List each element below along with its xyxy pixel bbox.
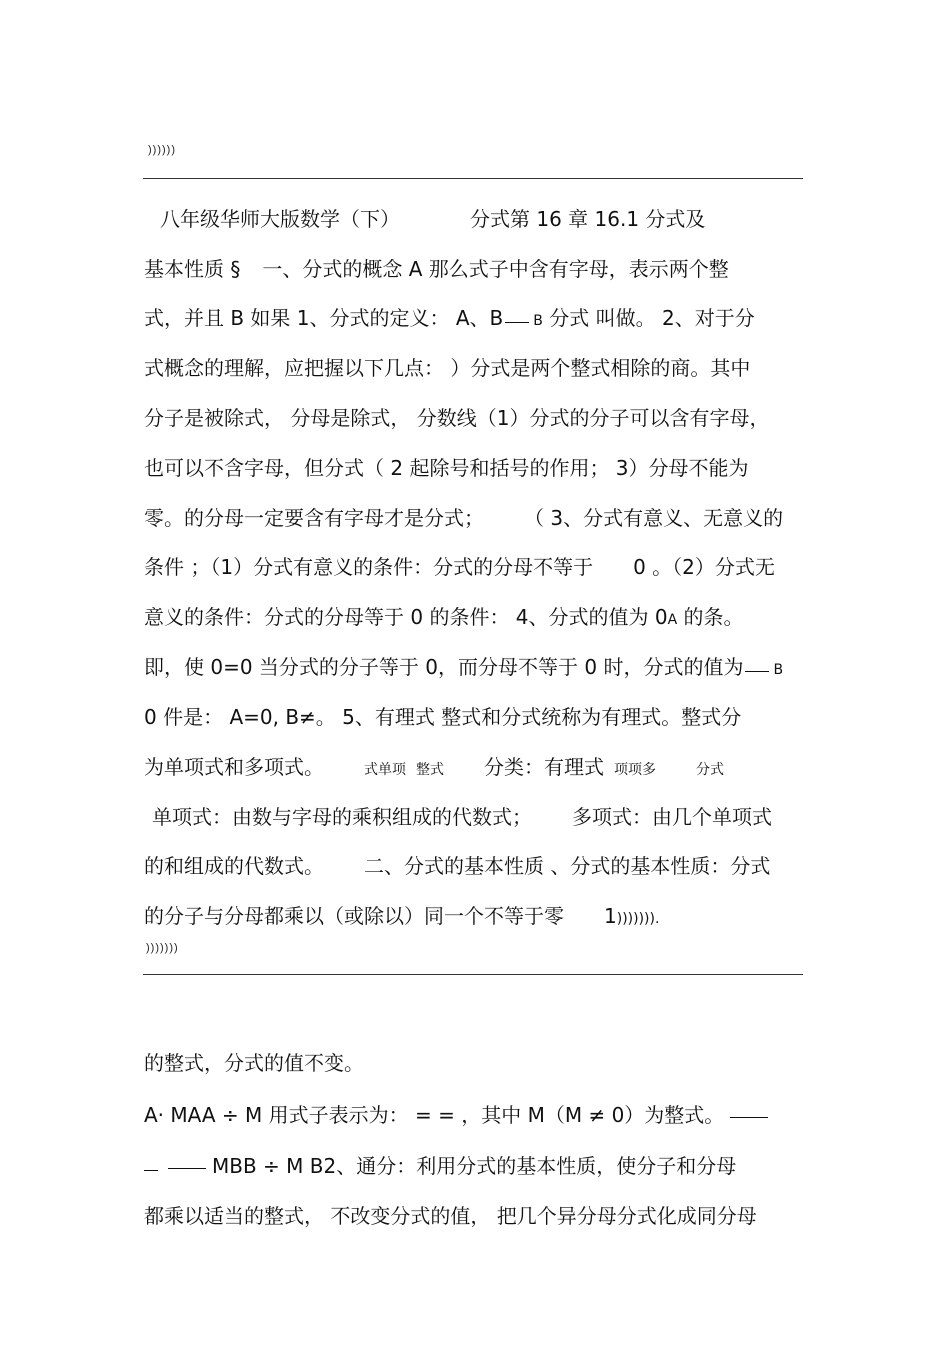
line-segment: 分式第 16 章 16.1 分式及 bbox=[470, 207, 706, 231]
line-segment: 八年级华师大版数学（下） bbox=[160, 207, 400, 231]
text-line bbox=[144, 903, 814, 932]
line-segment: 的整式，分式的值不变。 bbox=[144, 1051, 364, 1075]
footer-rule bbox=[143, 974, 803, 975]
line-segment: 式，并且 B 如果 1、分式的定义： A、B bbox=[144, 306, 504, 330]
line-segment: 意义的条件：分式的分母等于 0 的条件： 4、分式的值为 0 bbox=[144, 605, 668, 629]
line-segment: 也可以不含字母，但分式（ 2 起除号和括号的作用； 3）分母不能为 bbox=[144, 456, 749, 480]
line-segment: 的和组成的代数式。 bbox=[144, 854, 324, 878]
line-segment: 式单项 bbox=[364, 762, 406, 778]
line-segment: 分子是被除式， 分母是除式， 分数线（1）分式的分子可以含有字母， bbox=[144, 406, 770, 430]
text-line bbox=[144, 256, 814, 282]
text-line bbox=[152, 804, 822, 830]
text-line-title bbox=[160, 206, 830, 232]
line-segment: 二、分式的基本性质 、分式的基本性质：分式 bbox=[364, 854, 771, 878]
fraction-bar bbox=[168, 1154, 206, 1169]
text-line bbox=[144, 1102, 814, 1128]
line-segment: A bbox=[667, 612, 678, 628]
line-segment: 0 件是： A=0, B≠。 5、有理式 整式和分式统称为有理式。整式分 bbox=[144, 705, 742, 729]
text-line bbox=[144, 1050, 814, 1076]
header-rule bbox=[143, 178, 803, 179]
line-segment: 条件 ；（1）分式有意义的条件：分式的分母不等于 bbox=[144, 555, 594, 579]
line-segment: 的分子与分母都乘以（或除以）同一个不等于零 bbox=[144, 904, 564, 928]
line-segment: B bbox=[533, 313, 543, 329]
text-line bbox=[144, 604, 814, 633]
header-mark: )))))) bbox=[148, 144, 176, 156]
line-segment: MBB ÷ M B2、通分：利用分式的基本性质，使分子和分母 bbox=[212, 1154, 737, 1178]
text-line bbox=[144, 654, 814, 683]
line-segment: 整式 bbox=[416, 762, 444, 778]
text-line bbox=[144, 754, 814, 783]
line-segment: 为单项式和多项式。 bbox=[144, 755, 324, 779]
text-line bbox=[144, 1153, 814, 1179]
line-segment: 一、分式的概念 A 那么式子中含有字母，表示两个整 bbox=[262, 257, 729, 281]
fraction-bar bbox=[730, 1103, 768, 1118]
line-segment: 的条。 bbox=[677, 605, 744, 629]
text-line bbox=[144, 1203, 814, 1229]
line-segment: B bbox=[773, 662, 784, 678]
line-segment: 项项多 bbox=[614, 762, 656, 778]
line-segment: ))))))). bbox=[616, 911, 660, 927]
line-segment: 都乘以适当的整式， 不改变分式的值， 把几个异分母分式化成同分母 bbox=[144, 1204, 757, 1228]
text-line bbox=[144, 305, 814, 334]
line-segment: A· MAA ÷ M 用式子表示为： = = ，其中 M（M ≠ 0）为整式。 bbox=[144, 1103, 725, 1127]
text-line bbox=[144, 355, 814, 381]
text-line bbox=[144, 853, 814, 879]
line-segment: 1 bbox=[604, 904, 617, 928]
fraction-bar bbox=[144, 1156, 158, 1171]
line-segment: 分类：有理式 bbox=[484, 755, 604, 779]
text-line bbox=[144, 405, 814, 431]
text-line bbox=[144, 554, 814, 580]
line-segment: （ 3、分式有意义、无意义的 bbox=[524, 506, 784, 530]
line-segment: 分式 叫做。 2、对于分 bbox=[549, 306, 755, 330]
line-segment: 单项式：由数与字母的乘积组成的代数式； bbox=[152, 805, 532, 829]
footer-mark: ))))))) bbox=[146, 942, 179, 954]
line-segment: 零。的分母一定要含有字母才是分式； bbox=[144, 506, 484, 530]
line-segment: 分式 bbox=[696, 762, 724, 778]
fraction-bar bbox=[505, 308, 529, 323]
line-segment: 0 。（2）分式无 bbox=[633, 555, 775, 579]
text-line bbox=[144, 455, 814, 481]
line-segment: 即，使 0=0 当分式的分子等于 0，而分母不等于 0 时，分式的值为 bbox=[144, 655, 744, 679]
line-segment: 多项式：由几个单项式 bbox=[572, 805, 772, 829]
text-line bbox=[144, 505, 814, 531]
text-line bbox=[144, 704, 814, 730]
fraction-bar bbox=[745, 657, 769, 672]
line-segment: 式概念的理解，应把握以下几点： ）分式是两个整式相除的商。其中 bbox=[144, 356, 751, 380]
line-segment: 基本性质 § bbox=[144, 257, 241, 281]
